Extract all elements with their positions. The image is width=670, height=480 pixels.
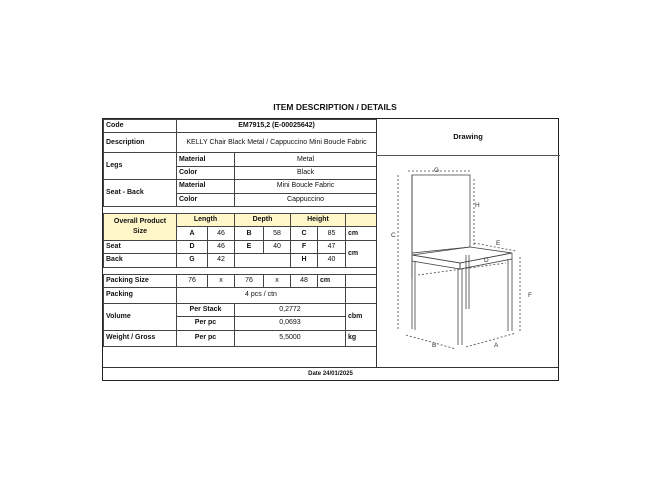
weight-value: 5,5000 xyxy=(235,330,346,346)
row-weight xyxy=(104,330,377,346)
code-label: Code xyxy=(104,120,177,133)
dim-a-letter: A xyxy=(177,227,208,240)
dim-c-letter: C xyxy=(291,227,318,240)
row-seatback-material xyxy=(104,180,377,193)
row-packing-size xyxy=(104,274,377,287)
seat-back-material-label: Material xyxy=(177,180,235,193)
weight-per-pc-label: Per pc xyxy=(177,330,235,346)
back-label: Back xyxy=(104,254,177,267)
legs-color-value: Black xyxy=(235,166,377,179)
length-header: Length xyxy=(177,213,235,226)
seat-back-material-value: Mini Boucle Fabric xyxy=(235,180,377,193)
packing-size-x2: x xyxy=(264,274,291,287)
dim-c-value: 85 xyxy=(318,227,346,240)
dim-f-value: 47 xyxy=(318,240,346,253)
legs-material-value: Metal xyxy=(235,153,377,166)
dim-f-letter: F xyxy=(291,240,318,253)
spacer-row xyxy=(104,267,377,274)
volume-unit: cbm xyxy=(346,303,377,330)
chair-drawing xyxy=(388,159,558,349)
dim-b-letter: B xyxy=(235,227,264,240)
dim-g-value: 42 xyxy=(208,254,235,267)
height-header: Height xyxy=(291,213,346,226)
row-back xyxy=(104,254,377,267)
dim-letter-f: F xyxy=(528,292,532,299)
spec-sheet xyxy=(102,118,559,381)
per-stack-label: Per Stack xyxy=(177,303,235,316)
dim-letter-h: H xyxy=(475,202,480,209)
overall-size-label: Overall Product Size xyxy=(104,213,177,240)
volume-label: Volume xyxy=(104,303,177,330)
dim-a-value: 46 xyxy=(208,227,235,240)
packing-blank xyxy=(346,287,377,303)
packing-label: Packing xyxy=(104,287,177,303)
row-description xyxy=(104,133,377,153)
dim-d-value: 46 xyxy=(208,240,235,253)
packing-size-v2: 76 xyxy=(235,274,264,287)
dim-h-value: 40 xyxy=(318,254,346,267)
overall-unit: cm xyxy=(346,227,377,240)
code-value: EM7915,2 (E-00025642) xyxy=(177,120,377,133)
row-volume-stack xyxy=(104,303,377,316)
legs-material-label: Material xyxy=(177,153,235,166)
page-title: ITEM DESCRIPTION / DETAILS xyxy=(273,102,397,112)
volume-per-pc-value: 0,0693 xyxy=(235,317,346,330)
dim-letter-a: A xyxy=(494,342,499,349)
description-label: Description xyxy=(104,133,177,153)
dim-h-letter: H xyxy=(291,254,318,267)
dim-e-value: 40 xyxy=(264,240,291,253)
dim-letter-c: C xyxy=(391,232,396,239)
dim-letter-e: E xyxy=(496,240,501,247)
seat-back-label: Seat - Back xyxy=(104,180,177,207)
row-packing xyxy=(104,287,377,303)
row-seat xyxy=(104,240,377,253)
drawing-header-divider xyxy=(376,155,560,156)
packing-size-v1: 76 xyxy=(177,274,208,287)
packing-size-label: Packing Size xyxy=(104,274,177,287)
date-text: Date 24/01/2025 xyxy=(308,371,353,377)
date-row xyxy=(103,367,558,382)
drawing-label: Drawing xyxy=(453,132,483,141)
packing-size-x1: x xyxy=(208,274,235,287)
packing-size-unit: cm xyxy=(318,274,346,287)
dim-g-letter: G xyxy=(177,254,208,267)
per-stack-value: 0,2772 xyxy=(235,303,346,316)
row-legs-material xyxy=(104,153,377,166)
packing-size-v3: 48 xyxy=(291,274,318,287)
weight-unit: kg xyxy=(346,330,377,346)
dim-letter-g: G xyxy=(434,167,440,174)
packing-value: 4 pcs / ctn xyxy=(177,287,346,303)
depth-header: Depth xyxy=(235,213,291,226)
row-overall-header xyxy=(104,213,377,226)
packing-size-blank xyxy=(346,274,377,287)
dim-letter-b: B xyxy=(432,342,437,349)
legs-color-label: Color xyxy=(177,166,235,179)
dim-letter-d: D xyxy=(484,257,489,264)
description-value: KELLY Chair Black Metal / Cappuccino Mini Boucle Fabric xyxy=(177,133,377,153)
weight-label: Weight / Gross xyxy=(104,330,177,346)
seat-back-color-label: Color xyxy=(177,193,235,206)
seat-back-unit: cm xyxy=(346,240,377,267)
column-divider xyxy=(376,119,377,367)
back-blank xyxy=(235,254,291,267)
dim-e-letter: E xyxy=(235,240,264,253)
spacer-row xyxy=(104,206,377,213)
dim-d-letter: D xyxy=(177,240,208,253)
row-code xyxy=(104,120,377,133)
legs-label: Legs xyxy=(104,153,177,180)
seat-back-color-value: Cappuccino xyxy=(235,193,377,206)
volume-per-pc-label: Per pc xyxy=(177,317,235,330)
dim-b-value: 58 xyxy=(264,227,291,240)
spec-table xyxy=(103,119,377,347)
seat-label: Seat xyxy=(104,240,177,253)
unit-header-blank xyxy=(346,213,377,226)
